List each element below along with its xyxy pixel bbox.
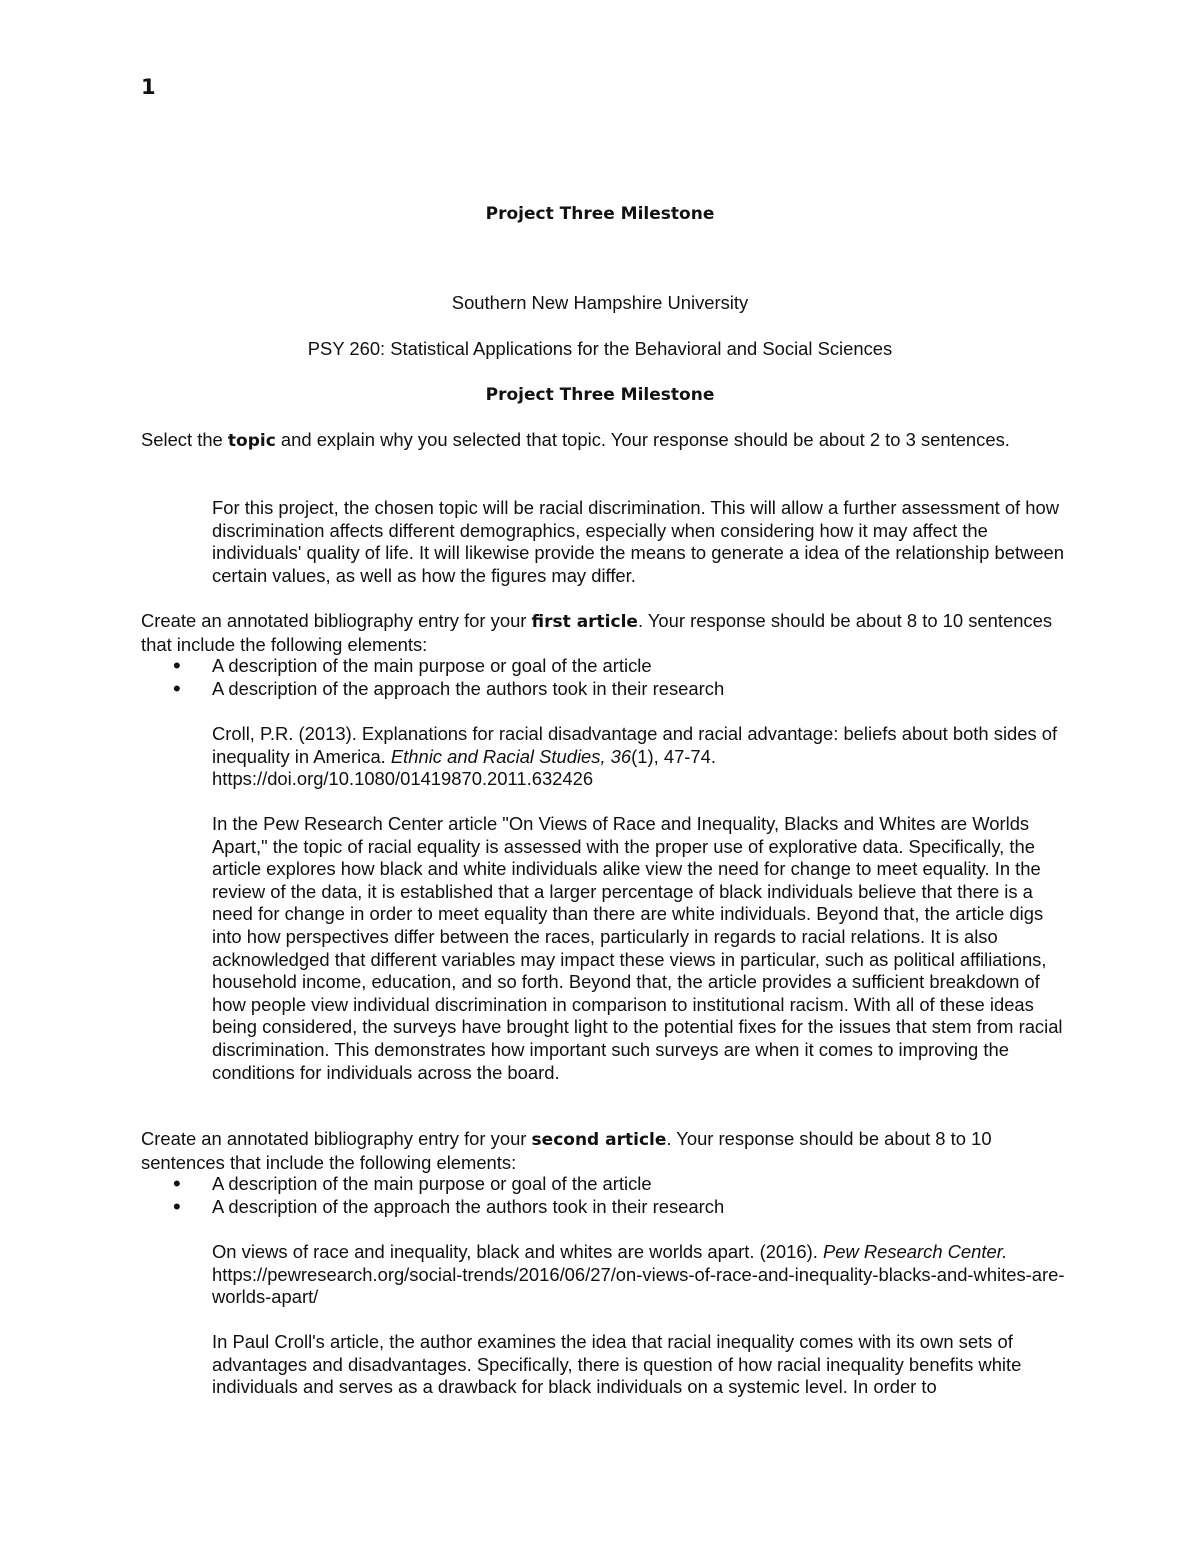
document-title: Project Three Milestone — [485, 204, 715, 224]
page-number: 1 — [141, 75, 156, 99]
list-item: • A description of the approach the authors took in their research — [141, 1196, 1061, 1219]
first-article-requirements — [141, 655, 1061, 700]
institution-name: Southern New Hampshire University — [451, 292, 749, 313]
course-name: PSY 260: Statistical Applications for the Behavioral and Social Sciences — [307, 338, 893, 359]
first-article-prompt: Create an annotated bibliography entry for your first article. Your response should be about 8 to 10 sentences that include the following elements: — [141, 610, 1053, 655]
section-heading: Project Three Milestone — [485, 385, 715, 405]
first-article-citation: Croll, P.R. (2013). Explanations for racial disadvantage and racial advantage: beliefs about both sides of inequality in America. Ethnic and Racial Studies, 36(1), 47-74. https://doi.org/10.1080/01419870.2011.632426 — [212, 723, 1058, 790]
second-article-prompt: Create an annotated bibliography entry for your second article. Your response should be about 8 to 10 sentences that include the following elements: — [141, 1128, 992, 1173]
second-article-requirements — [141, 1173, 1061, 1218]
first-article-annotation: In the Pew Research Center article "On Views of Race and Inequality, Blacks and Whites are Worlds Apart," the topic of racial equality is assessed with the proper use of explorative data. Specifically, the article explores how black and white individuals alike view the need for change to meet equality. In the review of the data, it is established that a larger percentage of black individuals believe that there is a need for change in order to meet equality than there are white individuals. Beyond that, the article digs into how perspectives differ between the races, particularly in regards to racial relations. It is also acknowledged that different variables may impact these views in particular, such as political affiliations, household income, education, and so forth. Beyond that, the article provides a sufficient breakdown of how people view individual discrimination in comparison to institutional racism. With all of these ideas being considered, the surveys have brought light to the potential fixes for the issues that stem from racial discrimination. This demonstrates how important such surveys are when it comes to improving the conditions for individuals across the board. — [212, 813, 1063, 1083]
second-article-citation: On views of race and inequality, black and whites are worlds apart. (2016). Pew Research Center. https://pewresearch.org/social-trends/2016/06/27/on-views-of-race-and-inequality-blacks-and-whites-are-worlds-apart/ — [212, 1241, 1065, 1308]
list-item: • A description of the main purpose or goal of the article — [141, 1173, 1061, 1196]
list-item: • A description of the approach the authors took in their research — [141, 678, 1061, 701]
topic-prompt: Select the topic and explain why you selected that topic. Your response should be about 2 to 3 sentences. — [141, 429, 1010, 451]
topic-response: For this project, the chosen topic will be racial discrimination. This will allow a further assessment of how discrimination affects different demographics, especially when considering how it may affect the individuals' quality of life. It will likewise provide the means to generate a idea of the relationship between certain values, as well as how the figures may differ. — [212, 497, 1065, 586]
second-article-annotation: In Paul Croll's article, the author examines the idea that racial inequality comes with its own sets of advantages and disadvantages. Specifically, there is question of how racial inequality benefits white individuals and serves as a drawback for black individuals on a systemic level. In order to — [212, 1331, 1022, 1398]
list-item: • A description of the main purpose or goal of the article — [141, 655, 1061, 678]
